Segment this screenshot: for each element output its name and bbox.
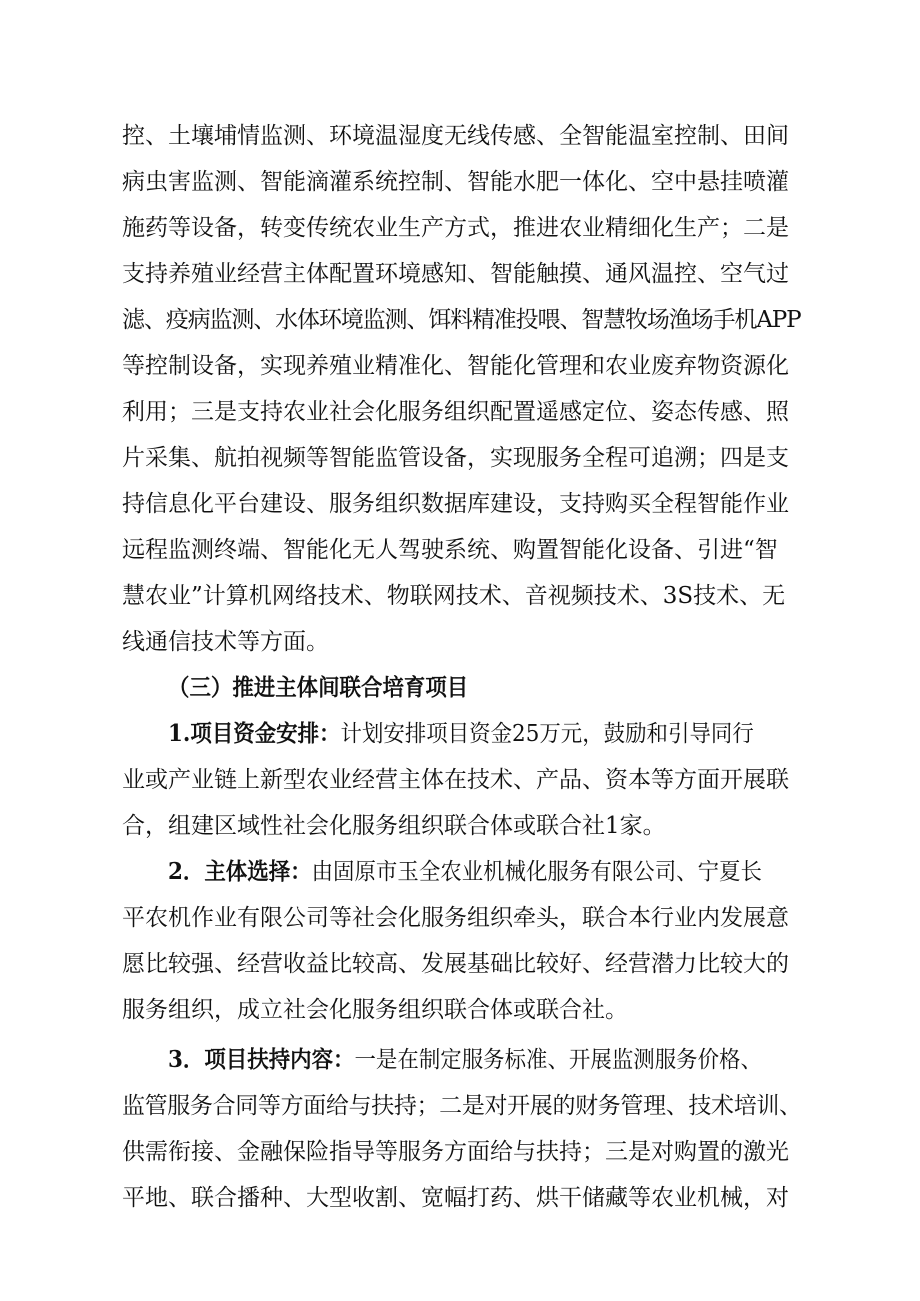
section-heading: （三）推进主体间联合培育项目 (168, 674, 469, 701)
body-line: 线通信技术等方面。 (122, 629, 329, 655)
body-line: 愿比较强、经营收益比较高、发展基础比较好、经营潜力比较大的 (122, 951, 789, 977)
body-line: 平地、联合播种、大型收割、宽幅打药、烘干储藏等农业机械，对 (122, 1185, 789, 1211)
body-line: 片采集、航拍视频等智能监管设备，实现服务全程可追溯；四是支 (122, 445, 789, 471)
body-line: 滤、疫病监测、水体环境监测、饵料精准投喂、智慧牧场渔场手机APP (122, 307, 801, 333)
item-1-text: 计划安排项目资金25万元，鼓励和引导同行 (340, 721, 754, 747)
item-3-label: 3．项目扶持内容： (168, 1046, 355, 1073)
body-line: 业或产业链上新型农业经营主体在技术、产品、资本等方面开展联 (122, 767, 789, 793)
body-line: 控、土壤埔情监测、环境温湿度无线传感、全智能温室控制、田间 (122, 123, 789, 149)
body-line: 远程监测终端、智能化无人驾驶系统、购置智能化设备、引进“智 (122, 537, 778, 563)
body-line: 等控制设备，实现养殖业精准化、智能化管理和农业废弃物资源化 (122, 353, 789, 379)
item-2-first-line (168, 857, 802, 887)
body-line: 平农机作业有限公司等社会化服务组织牵头，联合本行业内发展意 (122, 905, 789, 931)
item-1-label: 1.项目资金安排： (168, 720, 341, 747)
body-line: 病虫害监测、智能滴灌系统控制、智能水肥一体化、空中悬挂喷灌 (122, 169, 789, 195)
item-2-label: 2．主体选择： (168, 858, 312, 885)
body-line: 监管服务合同等方面给与扶持；二是对开展的财务管理、技术培训、 (122, 1093, 802, 1119)
body-line: 慧农业”计算机网络技术、物联网技术、音视频技术、3S技术、无 (122, 583, 786, 609)
item-2-text: 由固原市玉全农业机械化服务有限公司、宁夏长 (311, 859, 762, 885)
body-line: 支持养殖业经营主体配置环境感知、智能触摸、通风温控、空气过 (122, 261, 789, 287)
body-line: 利用；三是支持农业社会化服务组织配置遥感定位、姿态传感、照 (122, 399, 789, 425)
body-line: 供需衔接、金融保险指导等服务方面给与扶持；三是对购置的激光 (122, 1139, 789, 1165)
body-line: 服务组织，成立社会化服务组织联合体或联合社。 (122, 997, 628, 1023)
body-line: 合，组建区域性社会化服务组织联合体或联合社1家。 (122, 813, 666, 839)
item-3-first-line (168, 1045, 802, 1075)
item-3-text: 一是在制定服务标准、开展监测服务价格、 (354, 1047, 762, 1073)
item-1-first-line (168, 719, 802, 749)
body-line: 施药等设备，转变传统农业生产方式，推进农业精细化生产；二是 (122, 215, 789, 241)
body-line: 持信息化平台建设、服务组织数据库建设，支持购买全程智能作业 (122, 491, 789, 517)
